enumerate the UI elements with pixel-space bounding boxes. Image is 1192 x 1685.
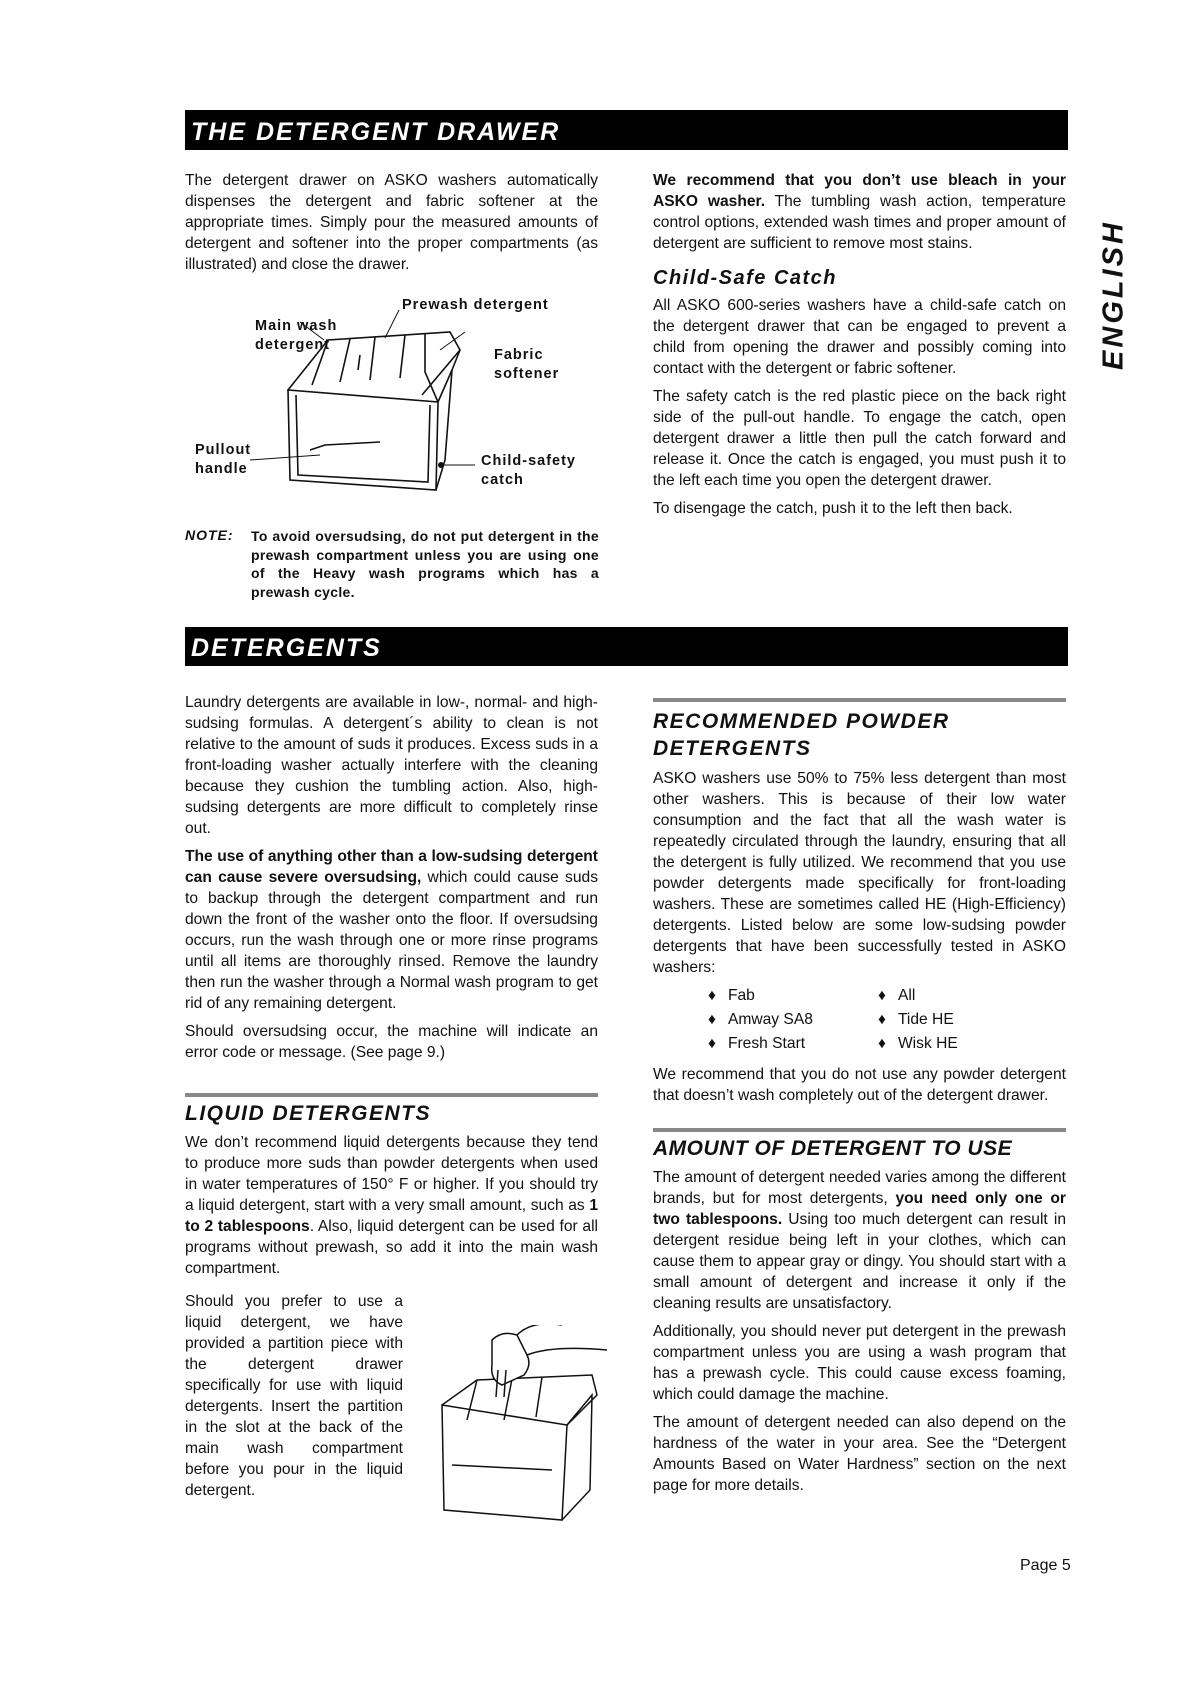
drawer-intro-column (185, 170, 598, 282)
amount-heading: AMOUNT OF DETERGENT TO USE (653, 1137, 1013, 1160)
liquid-text-b: . Also, liquid detergent can be used for all programs without prewash, so add it into the main wash compartment. (185, 1218, 599, 1277)
detergent-brand-list (708, 985, 1066, 1054)
amount-paragraph-2: Additionally, you should never put detergent in the prewash compartment unless you are using a wash program that has a prewash cycle. This could cause excess foaming, which could damage the machine. (653, 1323, 1066, 1403)
powder-heading-line-2: DETERGENTS (653, 737, 812, 760)
note-label: NOTE: (185, 527, 234, 543)
list-item (708, 985, 878, 1006)
amount-text-b: Using too much detergent can result in detergent residue being left in your clothes, which can cause them to appear gray or dingy. You should start with a small amount of detergent and increase it only if the cleaning results are unsatisfactory. (653, 1211, 1067, 1312)
liquid-paragraph-1 (185, 1132, 598, 1279)
note-text: To avoid oversudsing, do not put detergent in the prewash compartment unless you are using one of the Heavy wash programs which has a prewash cycle. (251, 528, 599, 600)
list-item (708, 1009, 878, 1030)
page-number: Page 5 (1020, 1557, 1071, 1574)
amount-text-a: The amount of detergent needed varies among the different brands, but for most detergents, (653, 1169, 1066, 1207)
language-side-tab (1094, 200, 1134, 390)
brand-name: Wisk HE (897, 1035, 958, 1052)
powder-heading-line-1: RECOMMENDED POWDER (653, 710, 950, 733)
detergents-paragraph-1: Laundry detergents are available in low-, normal- and high-sudsing formulas. A detergent´s ability to clean is not relative to the amount of suds it produces. Excess suds in a front-loading washer actually interfere with the cleaning because they cushion the tumbling action. Also, high-sudsing detergents are more difficult to completely rinse out. (185, 694, 598, 837)
figure-label-prewash: Prewash detergent (402, 297, 549, 313)
section-title-detergents: DETERGENTS (185, 627, 1068, 666)
brand-name: All (897, 987, 916, 1004)
brand-name: Amway SA8 (727, 1011, 813, 1028)
diamond-bullet-icon: ♦ (878, 1035, 886, 1052)
liquid-detergents-heading: LIQUID DETERGENTS (185, 1102, 432, 1125)
liquid-text-a: We don’t recommend liquid detergents because they tend to produce more suds than powder detergents when used in water temperatures of 150° F or higher. If you should try a liquid detergent, start with a very small amount, such as (185, 1134, 598, 1214)
bleach-text: The tumbling wash action, temperature control options, extended wash times and proper amount of detergent are sufficient to remove most stains. (653, 193, 1066, 252)
powder-paragraph-1: ASKO washers use 50% to 75% less detergent than most other washers. This is because of their low water consumption and the fact that all the wash water is repeatedly circulated through the laundry, ensuring that all the detergent is fully utilized. We recommend that you use powder detergents made specifically for front-loading washers. These are sometimes called HE (High-Efficiency) detergents. Listed below are some low-sudsing powder detergents that have been successfully tested in ASKO washers: (653, 770, 1066, 976)
brand-name: Fab (727, 987, 755, 1004)
figure-label-fabric-2: softener (494, 366, 560, 382)
section-title-detergent-drawer: THE DETERGENT DRAWER (185, 110, 1068, 150)
liquid-bold-amount: 1 to 2 tablespoons (185, 1197, 598, 1235)
child-safe-paragraph-3: To disengage the catch, push it to the left then back. (653, 500, 1013, 517)
amount-paragraph-1 (653, 1167, 1066, 1314)
diamond-bullet-icon: ♦ (878, 987, 886, 1004)
powder-paragraph-2: We recommend that you do not use any powder detergent that doesn’t wash completely out of the detergent drawer. (653, 1066, 1066, 1104)
drawer-intro-paragraph: The detergent drawer on ASKO washers automatically dispenses the detergent and fabric softener at the appropriate times. Simply pour the measured amounts of detergent and softener into the proper compartments (as illustrated) and close the drawer. (185, 172, 598, 273)
figure-label-child-2: catch (481, 472, 524, 488)
figure-label-fabric-1: Fabric (494, 347, 544, 363)
diamond-bullet-icon: ♦ (708, 1011, 716, 1028)
detergents-right-column (653, 698, 1066, 1503)
bleach-paragraph (653, 170, 1066, 254)
amount-heading-rule (653, 1128, 1066, 1159)
figure-label-main-wash-2: detergent (255, 337, 331, 353)
diamond-bullet-icon: ♦ (878, 1011, 886, 1028)
diamond-bullet-icon: ♦ (708, 1035, 716, 1052)
amount-bold-text: you need only one or two tablespoons. (653, 1190, 1066, 1228)
list-item (708, 1033, 878, 1054)
bleach-bold-text: We recommend that you don’t use bleach in your ASKO washer. (653, 172, 1066, 210)
figure-label-pullout-2: handle (195, 461, 248, 477)
list-item (878, 1033, 1048, 1054)
brand-name: Tide HE (897, 1011, 954, 1028)
child-safe-paragraph-1: All ASKO 600-series washers have a child-safe catch on the detergent drawer that can be engaged to prevent a child from opening the drawer and possibly coming into contact with the detergent or fabric softener. (653, 297, 1066, 377)
detergents-paragraph-3: Should oversudsing occur, the machine will indicate an error code or message. (See page 9.) (185, 1023, 598, 1061)
list-item (878, 985, 1048, 1006)
detergents-paragraph-2 (185, 846, 598, 1014)
figure-label-child-1: Child-safety (481, 453, 576, 469)
liquid-paragraph-2: Should you prefer to use a liquid detergent, we have provided a partition piece with the detergent drawer specifically for use with liquid detergents. Insert the partition in the slot at the back of the main wash compartment before you pour in the liquid detergent. (185, 1293, 403, 1499)
child-safe-column (653, 170, 1066, 526)
oversudsing-text: which could cause suds to backup through the detergent compartment and run down the front of the washer onto the floor. If oversudsing occurs, run the wash through one or more rinse programs until all items are thoroughly rinsed. Remove the laundry then run the washer through a Normal wash program to get rid of any remaining detergent. (185, 869, 598, 1012)
powder-heading-rule (653, 698, 1066, 762)
figure-label-pullout-1: Pullout (195, 442, 252, 458)
figure-label-main-wash-1: Main wash (255, 318, 338, 334)
child-safe-paragraph-2: The safety catch is the red plastic piece on the back right side of the pull-out handle. To engage the catch, open detergent drawer a little then pull the catch forward and release it. Once the catch is engaged, you must push it to the left each time you open the detergent drawer. (653, 388, 1066, 489)
liquid-heading-rule (185, 1093, 598, 1124)
amount-paragraph-3: The amount of detergent needed can also depend on the hardness of the water in your area. See the “Detergent Amounts Based on Water Hardness” section on the next page for more details. (653, 1414, 1066, 1494)
list-item (878, 1009, 1048, 1030)
child-safe-heading: Child-Safe Catch (653, 267, 838, 289)
oversudsing-bold-text: The use of anything other than a low-sudsing detergent can cause severe oversudsing, (185, 848, 598, 886)
powder-heading (653, 708, 1066, 762)
language-label: ENGLISH (1097, 220, 1130, 370)
partition-insert-illustration (432, 1325, 607, 1525)
brand-name: Fresh Start (727, 1035, 806, 1052)
diamond-bullet-icon: ♦ (708, 987, 716, 1004)
